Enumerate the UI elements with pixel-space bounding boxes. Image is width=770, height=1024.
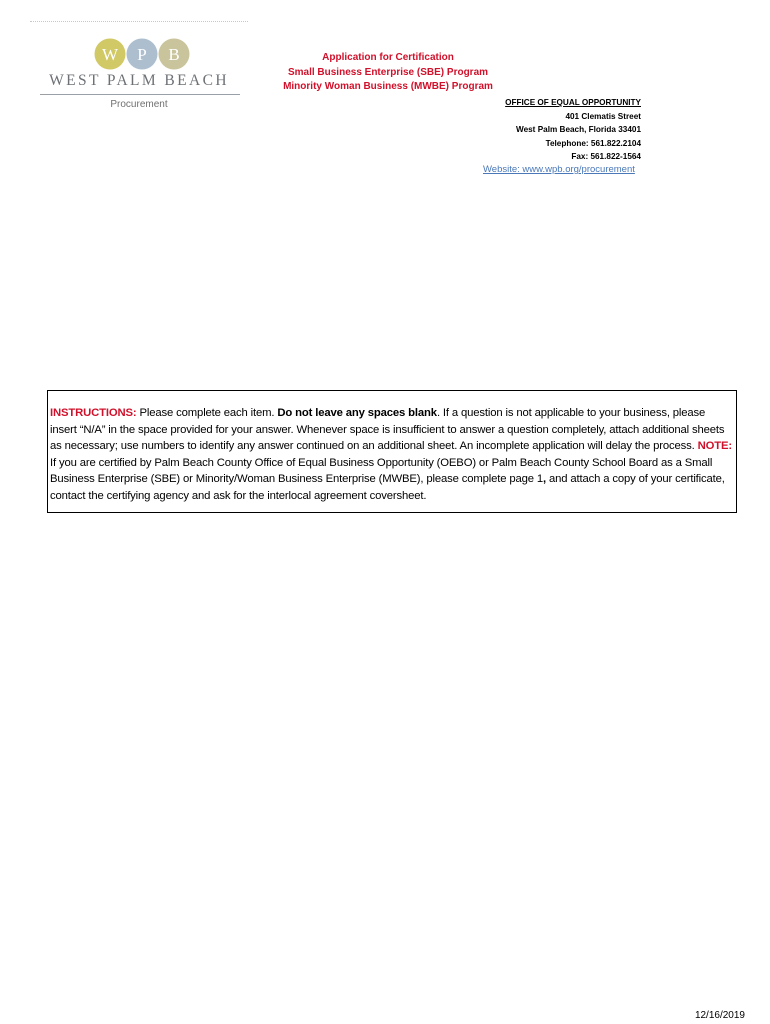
website-link[interactable]: Website: www.wpb.org/procurement xyxy=(483,164,635,175)
office-fax: Fax: 561.822-1564 xyxy=(571,152,641,162)
top-dotted-rule xyxy=(30,21,248,22)
title-line-3: Minority Woman Business (MWBE) Program xyxy=(283,81,493,92)
instructions-bold-1: Do not leave any spaces blank xyxy=(277,407,437,419)
office-contact-block xyxy=(505,96,641,164)
logo-name: WEST PALM BEACH xyxy=(49,72,229,89)
note-label: NOTE: xyxy=(697,440,732,452)
title-line-1: Application for Certification xyxy=(322,52,454,63)
logo-letter-p: P xyxy=(137,45,147,64)
title-line-2: Small Business Enterprise (SBE) Program xyxy=(287,66,489,78)
instructions-bold-2: , xyxy=(543,473,546,485)
instructions-text-3: If you are certified by Palm Beach County Office of Equal Business Opportunity (OEBO) or Palm Beach County School Board as a Small Business Enterprise (SBE) or Minority/Woman Business Enterprise (MWBE), please complete page 1 xyxy=(50,456,713,485)
instructions-text-1: Please complete each item. xyxy=(136,407,278,419)
office-heading: OFFICE OF EQUAL OPPORTUNITY xyxy=(505,98,641,107)
logo-subtitle: Procurement xyxy=(110,99,168,110)
office-telephone: Telephone: 561.822.2104 xyxy=(545,138,641,148)
office-city: West Palm Beach, Florida 33401 xyxy=(516,125,641,135)
instructions-text-4: and attach a copy of your certificate, contact the certifying agency and ask for the interlocal agreement coversheet. xyxy=(50,473,725,502)
instructions-box xyxy=(47,390,737,513)
instructions-text-2: . If a question is not applicable to your business, please insert “N/A” in the space provided for your answer. Whenever space is insufficient to answer a question completely, attach additional sheets as necessary; use numbers to identify any answer continued on an additional sheet. An incomplete application will delay the process. xyxy=(50,407,725,452)
application-title xyxy=(272,51,504,95)
office-street: 401 Clematis Street xyxy=(565,111,641,121)
logo-divider xyxy=(40,94,240,95)
wpb-logo xyxy=(38,38,240,114)
logo-letter-b: B xyxy=(168,45,180,64)
revision-date: 12/16/2019 xyxy=(694,1010,745,1021)
logo-letter-w: W xyxy=(101,45,119,64)
instructions-label: INSTRUCTIONS: xyxy=(50,407,137,419)
logo-circles xyxy=(94,38,192,70)
